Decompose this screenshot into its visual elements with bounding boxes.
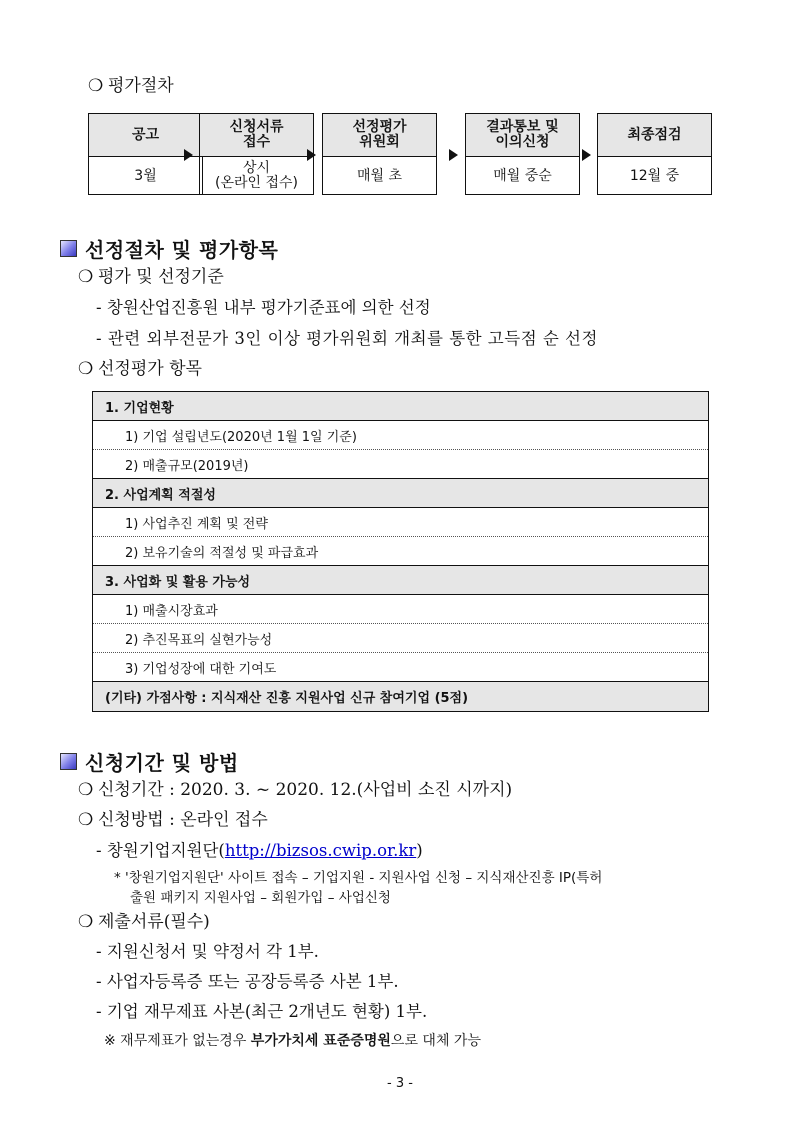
site-link[interactable]: http://bizsos.cwip.or.kr xyxy=(224,841,417,860)
doc-line: - 지원신청서 및 약정서 각 1부. xyxy=(96,942,319,961)
table-row: 1) 사업추진 계획 및 전략 xyxy=(93,508,708,537)
items-bullet: ❍ 선정평가 항목 xyxy=(78,359,202,379)
table-row: 2) 보유기술의 적절성 및 파급효과 xyxy=(93,537,708,566)
process-step-4 xyxy=(465,113,580,195)
circle-bullet-icon: ❍ xyxy=(78,359,94,379)
circle-bullet-icon: ❍ xyxy=(78,912,94,932)
step-title: 신청서류 접수 xyxy=(200,114,313,157)
blue-square-icon xyxy=(60,240,77,257)
page-number: - 3 - xyxy=(387,1076,413,1091)
site-note-line1: * '창원기업지원단' 사이트 접속 – 기업지원 - 지원사업 신청 – 지식재산진흥 IP(특허 xyxy=(114,870,603,886)
table-row: 1) 기업 설립년도(2020년 1월 1일 기준) xyxy=(93,421,708,450)
doc-line: - 사업자등록증 또는 공장등록증 사본 1부. xyxy=(96,972,399,991)
method-bullet: ❍ 신청방법 : 온라인 접수 xyxy=(78,810,268,830)
evaluation-table xyxy=(92,391,709,712)
criteria-line: - 관련 외부전문가 3인 이상 평가위원회 개최를 통한 고득점 순 선정 xyxy=(96,329,598,348)
step-detail: 매월 중순 xyxy=(493,167,552,184)
table-row: 2) 매출규모(2019년) xyxy=(93,450,708,479)
arrow-right-icon xyxy=(449,149,458,161)
step-detail: 상시 (온라인 접수) xyxy=(215,160,298,191)
criteria-bullet: ❍ 평가 및 선정기준 xyxy=(78,267,224,287)
step-detail: 3월 xyxy=(134,167,157,184)
blue-square-icon xyxy=(60,753,77,770)
arrow-right-icon xyxy=(184,149,193,161)
procedure-bullet: ❍ 평가절차 xyxy=(88,76,174,96)
table-category-row: 1. 기업현황 xyxy=(93,392,708,421)
circle-bullet-icon: ❍ xyxy=(78,267,94,287)
table-row: 1) 매출시장효과 xyxy=(93,595,708,624)
process-step-5 xyxy=(597,113,712,195)
table-category-row: 2. 사업계획 적절성 xyxy=(93,479,708,508)
table-category-row: 3. 사업화 및 활용 가능성 xyxy=(93,566,708,595)
step-title: 최종점검 xyxy=(598,114,711,157)
step-detail: 매월 초 xyxy=(356,167,403,184)
site-line: - 창원기업지원단(http://bizsos.cwip.or.kr) xyxy=(96,841,423,860)
process-step-3 xyxy=(322,113,437,195)
remark-line: ※ 재무제표가 없는경우 부가가치세 표준증명원으로 대체 가능 xyxy=(104,1033,481,1049)
table-row: 3) 기업성장에 대한 기여도 xyxy=(93,653,708,682)
site-note-line2: 출원 패키지 지원사업 – 회원가입 – 사업신청 xyxy=(130,890,391,906)
table-row: 2) 추진목표의 실현가능성 xyxy=(93,624,708,653)
circle-bullet-icon: ❍ xyxy=(78,810,94,830)
step-title: 공고 xyxy=(89,114,202,157)
table-bonus-row: (기타) 가점사항 : 지식재산 진흥 지원사업 신규 참여기업 (5점) xyxy=(93,682,708,711)
arrow-right-icon xyxy=(582,149,591,161)
arrow-right-icon xyxy=(307,149,316,161)
circle-bullet-icon: ❍ xyxy=(78,780,94,800)
section-header-application: 신청기간 및 방법 xyxy=(60,747,239,776)
period-bullet: ❍ 신청기간 : 2020. 3. ~ 2020. 12.(사업비 소진 시까지) xyxy=(78,780,513,800)
circle-bullet-icon: ❍ xyxy=(88,76,104,96)
docs-bullet: ❍ 제출서류(필수) xyxy=(78,912,210,932)
criteria-line: - 창원산업진흥원 내부 평가기준표에 의한 선정 xyxy=(96,298,431,317)
section-header-selection: 선정절차 및 평가항목 xyxy=(60,234,278,263)
step-title: 결과통보 및 이의신청 xyxy=(466,114,579,157)
process-step-2 xyxy=(199,113,314,195)
step-title: 선정평가 위원회 xyxy=(323,114,436,157)
step-detail: 12월 중 xyxy=(629,167,680,184)
doc-line: - 기업 재무제표 사본(최근 2개년도 현황) 1부. xyxy=(96,1002,428,1021)
